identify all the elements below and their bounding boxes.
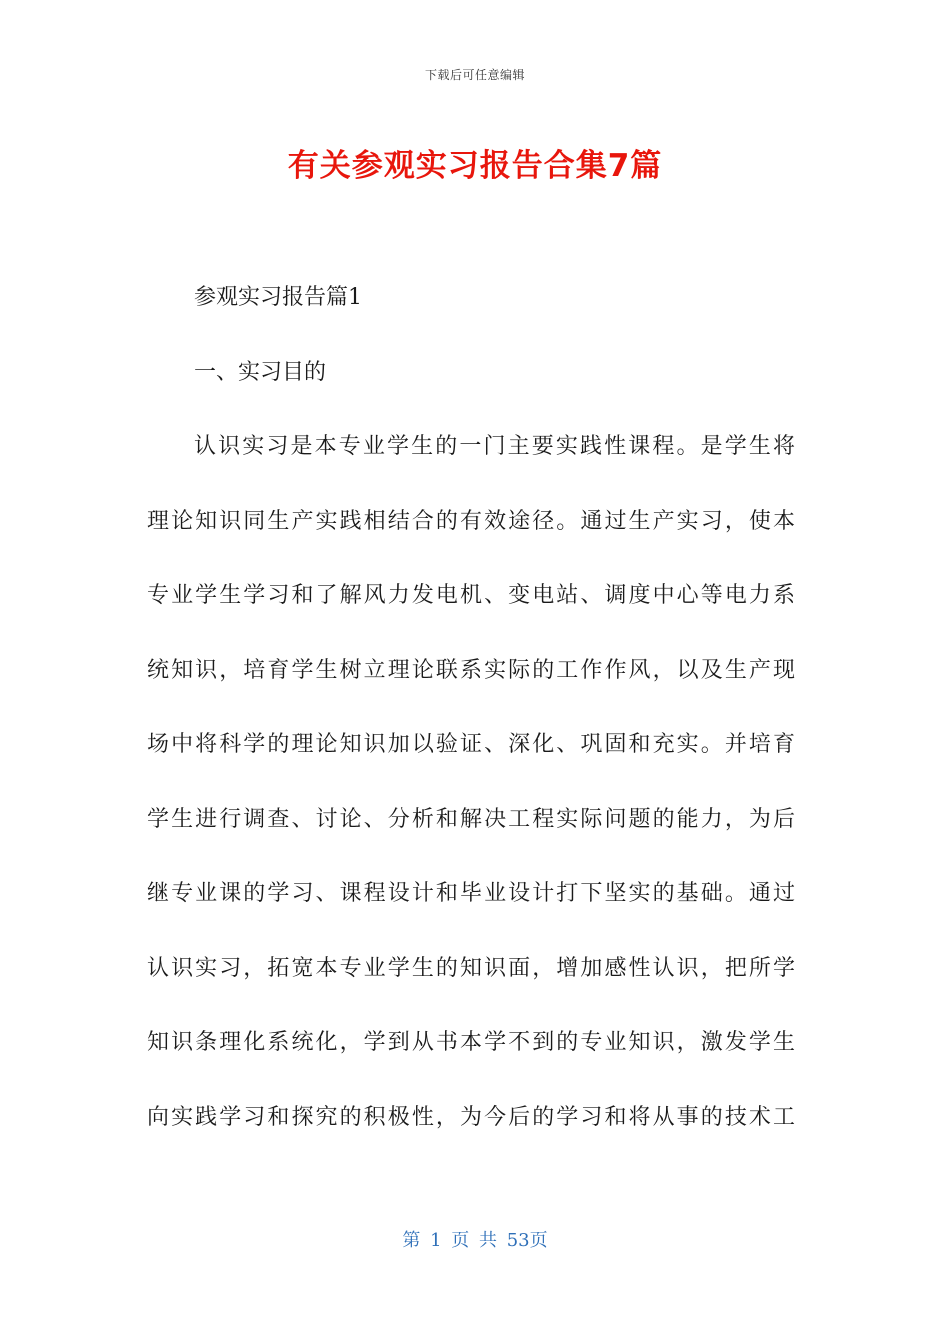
header-note: 下载后可任意编辑 xyxy=(424,68,525,82)
document-body xyxy=(147,278,795,1172)
body-line: 统知识，培育学生树立理论联系实际的工作作风，以及生产现 xyxy=(147,657,795,683)
body-line: 认识实习，拓宽本专业学生的知识面，增加感性认识，把所学 xyxy=(147,955,795,981)
section-heading: 参观实习报告篇1 xyxy=(194,285,362,310)
body-line: 学生进行调查、讨论、分析和解决工程实际问题的能力，为后 xyxy=(147,806,795,832)
page-footer: 第 1 页 共 53页 xyxy=(402,1230,548,1251)
body-line: 向实践学习和探究的积极性，为今后的学习和将从事的技术工 xyxy=(147,1104,795,1130)
body-line: 认识实习是本专业学生的一门主要实践性课程。是学生将 xyxy=(194,434,795,459)
subheading: 一、实习目的 xyxy=(194,359,327,385)
document-title: 有关参观实习报告合集7篇 xyxy=(287,148,663,184)
body-line: 场中将科学的理论知识加以验证、深化、巩固和充实。并培育 xyxy=(147,732,795,757)
body-line: 继专业课的学习、课程设计和毕业设计打下坚实的基础。通过 xyxy=(147,881,795,906)
body-line: 专业学生学习和了解风力发电机、变电站、调度中心等电力系 xyxy=(147,583,795,608)
body-line: 知识条理化系统化，学到从书本学不到的专业知识，激发学生 xyxy=(147,1030,795,1055)
body-line: 理论知识同生产实践相结合的有效途径。通过生产实习，使本 xyxy=(147,508,795,534)
